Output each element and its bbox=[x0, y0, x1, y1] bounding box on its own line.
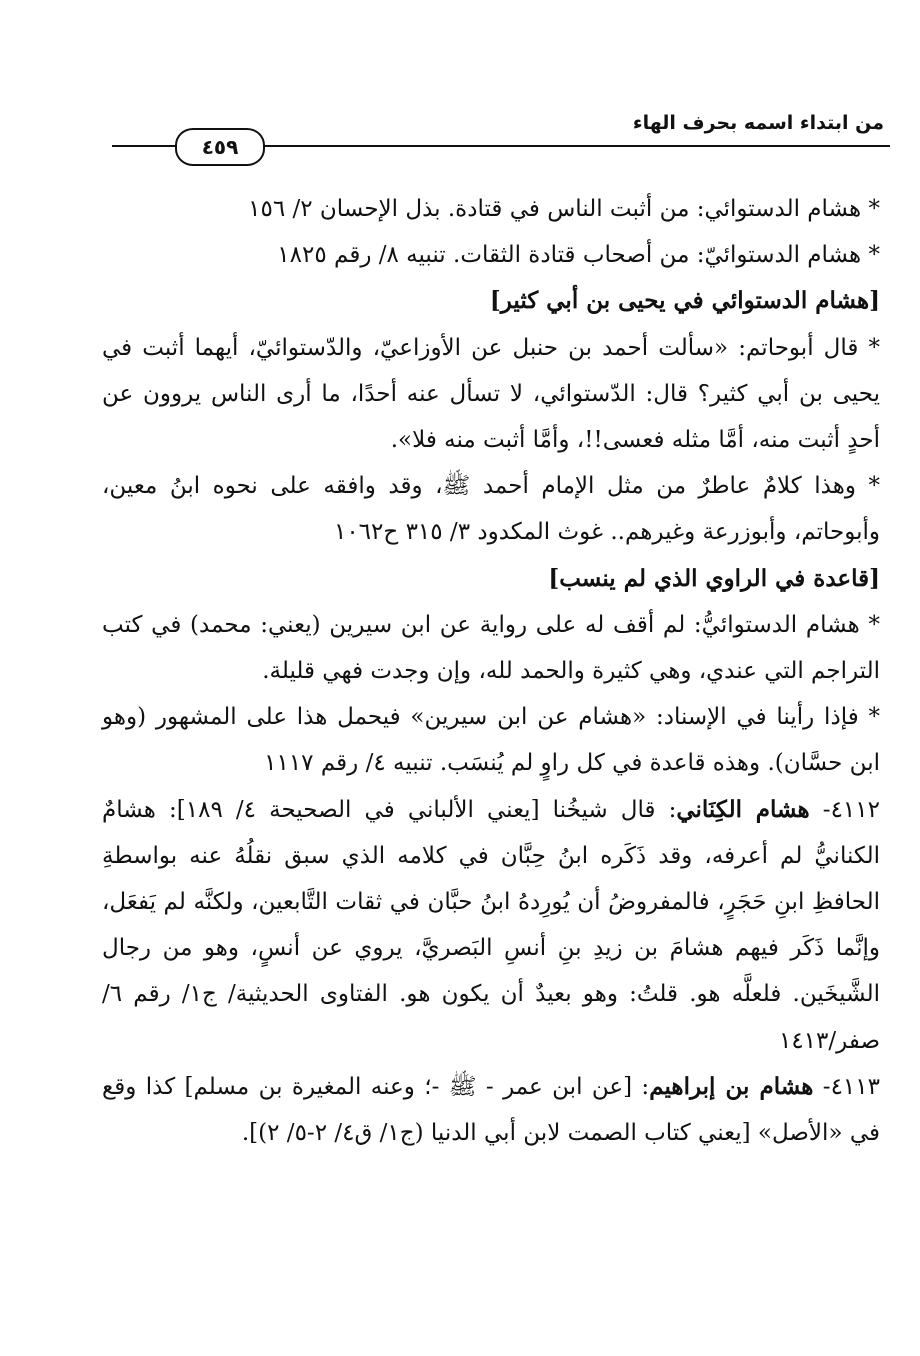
paragraph: * قال أبوحاتم: «سألت أحمد بن حنبل عن الأوزاعيّ، والدّستوائيّ، أيهما أثبت في يحيى بن أبي كثير؟ قال: الدّستوائي، لا تسأل عنه أحدًا، ما أرى الناس يروون عن أحدٍ أثبت منه، أمَّا مثله فعسى!!، وأمَّا أثبت منه فلا». bbox=[102, 334, 880, 454]
section-heading: [قاعدة في الراوي الذي لم ينسب] bbox=[548, 564, 880, 592]
entry-name: هشام الكِنَاني bbox=[676, 795, 810, 823]
entry-text: : [عن ابن عمر - ﷺ -؛ وعنه المغيرة بن مسلم] كذا وقع في «الأصل» [يعني كتاب الصمت لابن أبي الدنيا (ج١/ ق٤/ ٢-٥/ ٢)]. bbox=[102, 1073, 880, 1147]
page-body bbox=[102, 186, 880, 1156]
paragraph: * فإذا رأينا في الإسناد: «هشام عن ابن سيرين» فيحمل هذا على المشهور (وهو ابن حسَّان). وهذه قاعدة في كل راوٍ لم يُنسَب. تنبيه ٤/ رقم ١١١٧ bbox=[102, 704, 880, 777]
paragraph: * هشام الدستوائيّ: من أصحاب قتادة الثقات. تنبيه ٨/ رقم ١٨٢٥ bbox=[277, 242, 880, 269]
entry-4112 bbox=[102, 787, 880, 1064]
entry-number: ٤١١٣- bbox=[813, 1073, 880, 1100]
paragraph: * هشام الدستوائي: من أثبت الناس في قتادة. بذل الإحسان ٢/ ١٥٦ bbox=[248, 196, 880, 222]
entry-number: ٤١١٢- bbox=[809, 796, 880, 823]
page-number: ٤٥٩ bbox=[175, 128, 265, 166]
entry-text: : قال شيخُنا [يعني الألباني في الصحيحة ٤/ ١٨٩]: هشامٌ الكنانيُّ لم أعرفه، وقد ذَكَره ابنُ حِبَّان في كلامه الذي سبق نقلُهُ عنه بواسطةِ الحافظِ ابنِ حَجَرٍ، فالمفروضُ أن يُورِدهُ ابنُ حبَّان في ثقات التَّابعين، ولكنَّه لم يَفعَل، وإنَّما ذَكَر فيهم هشامَ بن زيدِ بنِ أنسِ البَصريَّ، يروي عن أنسٍ، وهو من رجال الشَّيخَين. فلعلَّه هو. قلتُ: وهو بعيدٌ أن يكون هو. الفتاوى الحديثية/ ج١/ رقم ٦/ صفر/١٤١٣ bbox=[102, 796, 880, 1054]
paragraph: * هشام الدستوائيُّ: لم أقف له على رواية عن ابن سيرين (يعني: محمد) في كتب التراجم التي عندي، وهي كثيرة والحمد لله، وإن وجدت فهي قليلة. bbox=[102, 611, 880, 685]
running-header: من ابتداء اسمه بحرف الهاء bbox=[632, 112, 884, 134]
paragraph: * وهذا كلامٌ عاطرٌ من مثل الإمام أحمد ﷺ، وقد وافقه على نحوه ابنُ معين، وأبوحاتم، وأبوزرعة وغيرهم.. غوث المكدود ٣/ ٣١٥ ح١٠٦٢ bbox=[102, 473, 880, 546]
entry-name: هشام بن إبراهيم bbox=[649, 1072, 814, 1100]
entry-4113 bbox=[102, 1064, 880, 1156]
section-heading: [هشام الدستوائي في يحيى بن أبي كثير] bbox=[489, 287, 880, 315]
